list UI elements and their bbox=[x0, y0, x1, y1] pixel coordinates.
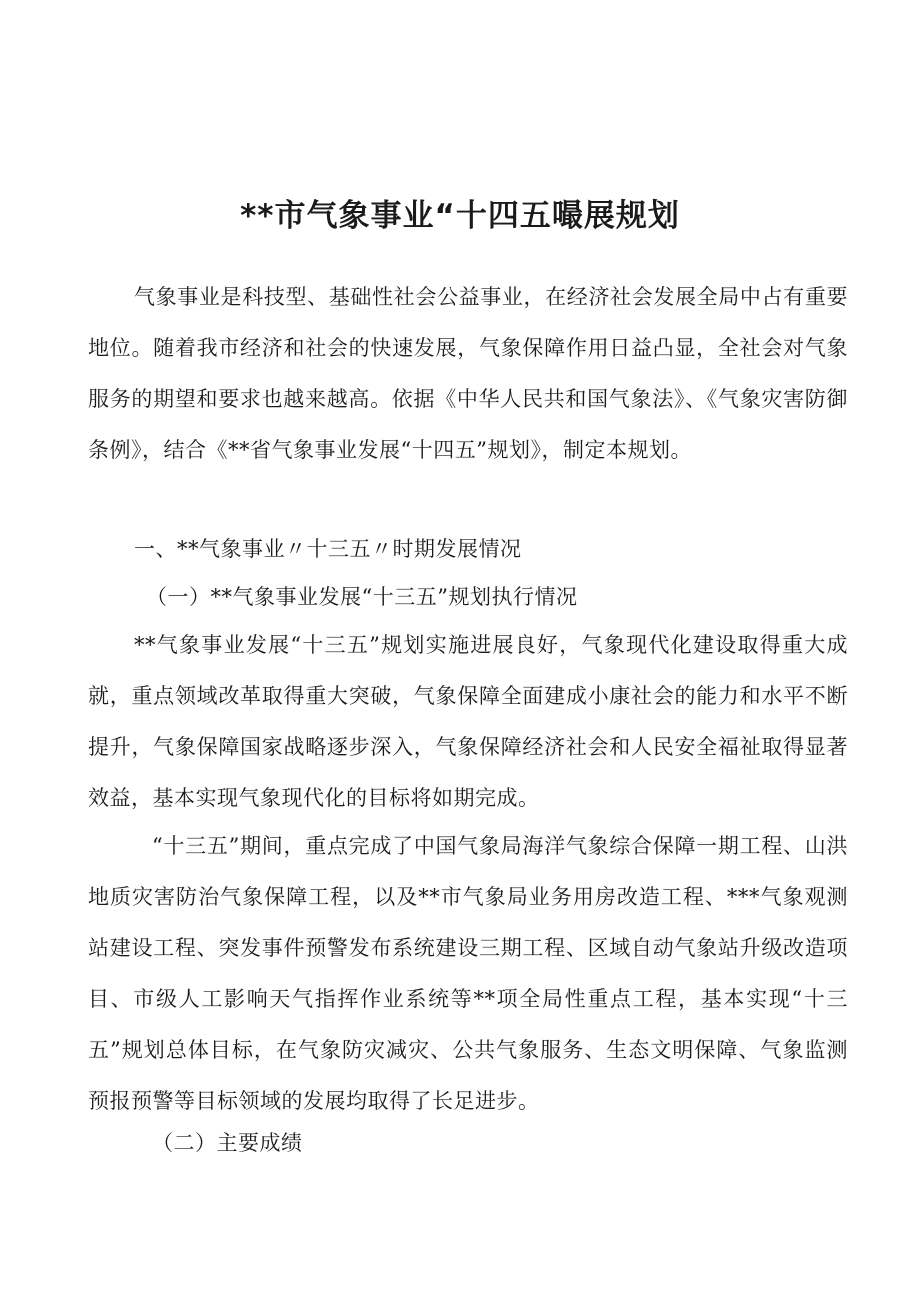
subsection-heading-1: （一）**气象事业发展“十三五”规划执行情况 bbox=[146, 585, 578, 609]
section-heading-1: 一、**气象事业〃十三五〃时期发展情况 bbox=[134, 537, 522, 561]
subsection-1-paragraph-2: “十三五”期间，重点完成了中国气象局海洋气象综合保障一期工程、山洪地质灾害防治气象保障工程，以及**市气象局业务用房改造工程、***气象观测站建设工程、突发事件预警发布系统建设三期工程、区域自动气象站升级改造项目、市级人工影响天气指挥作业系统等**项全局性重点工程，基本实现“十三五”规划总体目标，在气象防灾减灾、公共气象服务、生态文明保障、气象监测预报预警等目标领域的发展均取得了长足进步。 bbox=[88, 834, 848, 1113]
subsection-heading-2: （二）主要成绩 bbox=[152, 1131, 303, 1155]
document-title: **市气象事业“十四五嘬展规划 bbox=[240, 197, 680, 234]
intro-paragraph: 气象事业是科技型、基础性社会公益事业，在经济社会发展全局中占有重要地位。随着我市经济和社会的快速发展，气象保障作用日益凸显，全社会对气象服务的期望和要求也越来越高。依据《中华人民共和国气象法》、《气象灾害防御条例》，结合《**省气象事业发展“十四五”规划》，制定本规划。 bbox=[88, 285, 848, 462]
subsection-1-paragraph: **气象事业发展“十三五”规划实施进展良好，气象现代化建设取得重大成就，重点领域改革取得重大突破，气象保障全面建成小康社会的能力和水平不断提升，气象保障国家战略逐步深入，气象保障经济社会和人民安全福祉取得显著效益，基本实现气象现代化的目标将如期完成。 bbox=[88, 633, 848, 810]
